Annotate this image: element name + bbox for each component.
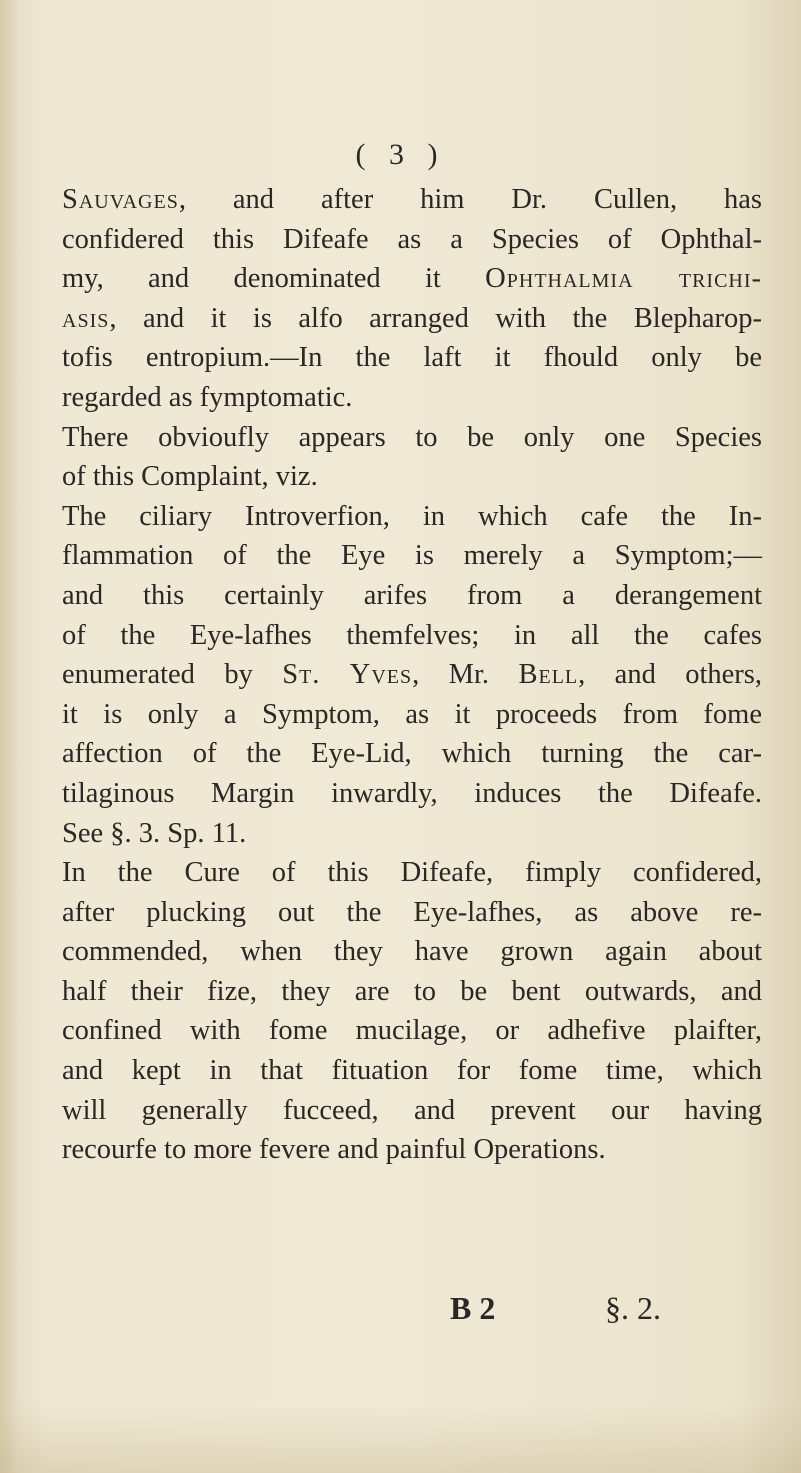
body-text [62,180,762,1170]
text-line: of the Eye-lafhes themfelves; in all the cafes [62,619,762,651]
text-line: In the Cure of this Difeafe, fimply confidered, [62,857,762,889]
text-line: Sauvages, and after him Dr. Cullen, has [62,184,762,215]
page-bottom-stain [0,1403,801,1473]
text-line: enumerated by St. Yves, Mr. Bell, and others, [62,659,762,691]
text-line: asis, and it is alfo arranged with the Blepharop- [62,302,762,334]
text-line: my, and denominated it Ophthalmia trichi- [62,263,762,295]
text-line: half their fize, they are to be bent outwards, and [62,975,762,1007]
text-line: confidered this Difeafe as a Species of Ophthal- [62,223,762,255]
page-edge-shadow [0,0,18,1473]
text-line: after plucking out the Eye-lafhes, as above re- [62,896,762,928]
text-line: tofis entropium.—In the laft it fhould only be [62,342,762,374]
text-line: recourfe to more fevere and painful Operations. [62,1134,606,1166]
text-line: regarded as fymptomatic. [62,381,353,413]
text-line: commended, when they have grown again about [62,936,762,968]
text-line: confined with fome mucilage, or adhefive plaifter, [62,1015,762,1047]
page-number: ( 3 ) [355,138,446,171]
page-footer [0,1290,801,1330]
text-line: of this Complaint, viz. [62,461,318,493]
text-line: it is only a Symptom, as it proceeds from fome [62,698,762,730]
text-line: and this certainly arifes from a derangement [62,579,762,611]
text-line: flammation of the Eye is merely a Symptom;— [62,540,762,572]
text-line: will generally fucceed, and prevent our having [62,1094,762,1126]
catchword: §. 2. [605,1290,661,1326]
text-line: and kept in that fituation for fome time, which [62,1055,762,1087]
text-line: The ciliary Introverfion, in which cafe the In- [62,500,762,532]
text-line: See §. 3. Sp. 11. [62,817,247,849]
text-line: There obvioufly appears to be only one Species [62,421,762,453]
text-line: affection of the Eye-Lid, which turning the car- [62,738,762,770]
text-line: tilaginous Margin inwardly, induces the Difeafe. [62,777,762,809]
signature-mark: B 2 [450,1290,496,1326]
